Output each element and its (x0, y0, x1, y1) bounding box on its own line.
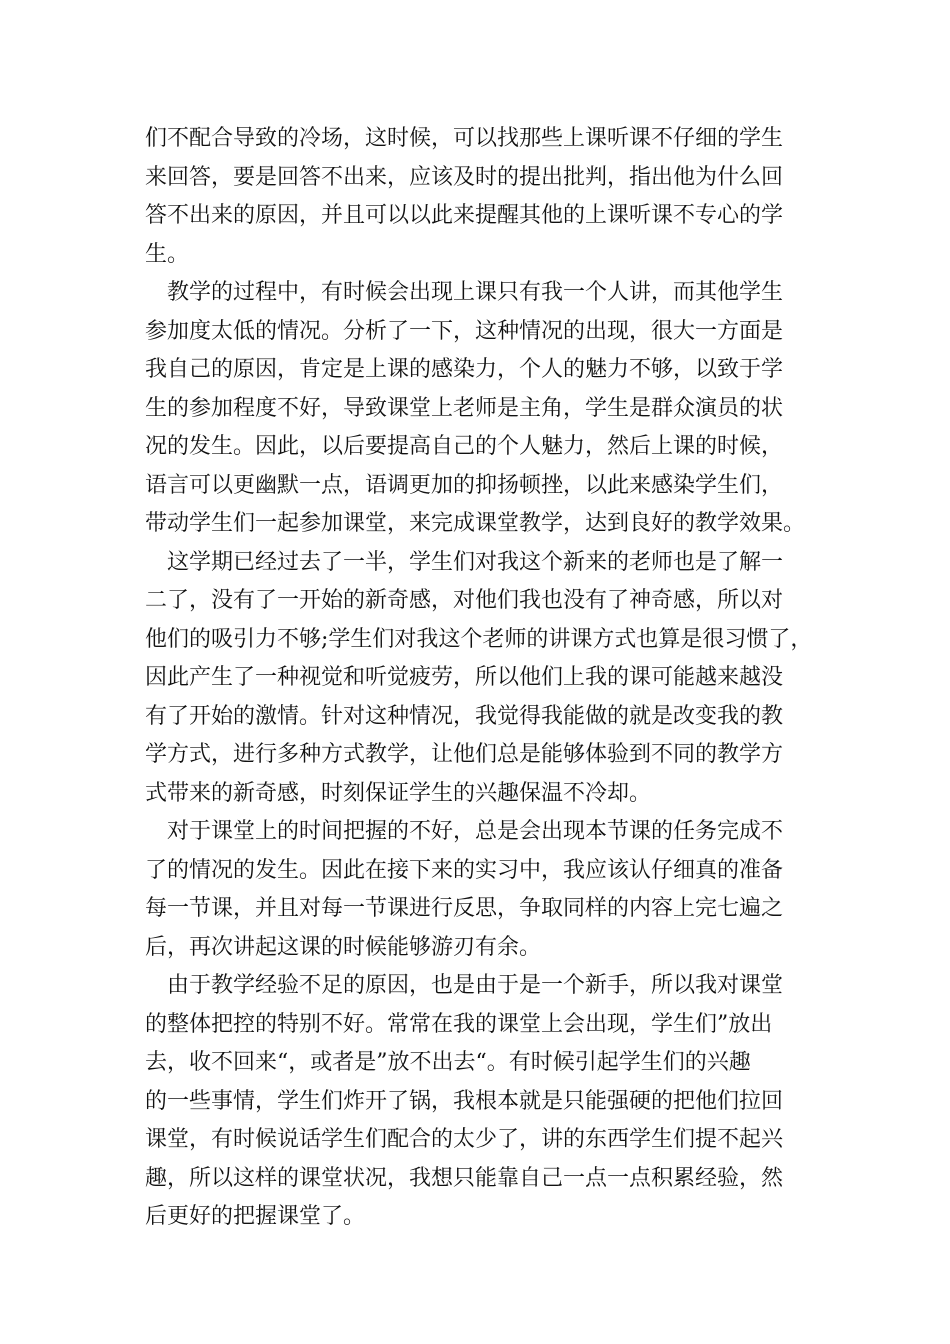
text-line: 课堂，有时候说话学生们配合的太少了，讲的东西学生们提不起兴 (145, 1127, 784, 1152)
text-line: 这学期已经过去了一半，学生们对我这个新来的老师也是了解一 (167, 549, 784, 575)
text-line: 去，收不回来“，或者是”放不出去“。有时候引起学生们的兴趣 (145, 1050, 751, 1075)
text-line: 二了，没有了一开始的新奇感，对他们我也没有了神奇感，所以对 (145, 588, 784, 613)
text-line: 后更好的把握课堂了。 (145, 1204, 366, 1229)
text-line: 学方式，进行多种方式教学，让他们总是能够体验到不同的教学方 (145, 742, 784, 767)
text-line: 式带来的新奇感，时刻保证学生的兴趣保温不冷却。 (145, 780, 652, 806)
text-line: 我自己的原因，肯定是上课的感染力，个人的魅力不够，以致于学 (145, 357, 784, 382)
text-line: 语言可以更幽默一点，语调更加的抑扬顿挫，以此来感染学生们， (145, 472, 784, 498)
text-line: 况的发生。因此，以后要提高自己的个人魅力，然后上课的时候， (145, 434, 784, 459)
text-line: 有了开始的激情。针对这种情况，我觉得我能做的就是改变我的教 (145, 703, 784, 729)
text-line: 由于教学经验不足的原因，也是由于是一个新手，所以我对课堂 (167, 973, 784, 998)
text-line: 生的参加程度不好，导致课堂上老师是主角，学生是群众演员的状 (145, 395, 784, 421)
text-line: 每一节课，并且对每一节课进行反思，争取同样的内容上完七遍之 (145, 896, 784, 921)
text-line: 后，再次讲起这课的时候能够游刃有余。 (145, 934, 542, 960)
paragraph-3 (145, 544, 825, 814)
text-line: 了的情况的发生。因此在接下来的实习中，我应该认仔细真的准备 (145, 857, 784, 883)
text-line: 他们的吸引力不够;学生们对我这个老师的讲课方式也算是很习惯了， (145, 626, 813, 652)
text-line: 对于课堂上的时间把握的不好，总是会出现本节课的任务完成不 (167, 819, 784, 844)
text-line: 教学的过程中，有时候会出现上课只有我一个人讲，而其他学生 (167, 280, 784, 305)
text-line: 趣，所以这样的课堂状况，我想只能靠自己一点一点积累经验，然 (145, 1165, 784, 1191)
paragraph-1 (145, 120, 825, 274)
text-line: 生。 (145, 241, 190, 267)
text-line: 参加度太低的情况。分析了一下，这种情况的出现，很大一方面是 (145, 318, 784, 344)
document-body (145, 120, 825, 1237)
text-line: 因此产生了一种视觉和听觉疲劳，所以他们上我的课可能越来越没 (145, 665, 784, 690)
text-line: 的一些事情，学生们炸开了锅，我根本就是只能强硬的把他们拉回 (145, 1088, 784, 1114)
text-line: 带动学生们一起参加课堂，来完成课堂教学，达到良好的教学效果。 (145, 511, 806, 536)
text-line: 们不配合导致的冷场，这时候，可以找那些上课听课不仔细的学生 (145, 126, 784, 151)
text-line: 答不出来的原因，并且可以以此来提醒其他的上课听课不专心的学 (145, 203, 784, 228)
paragraph-5 (145, 967, 825, 1237)
paragraph-4 (145, 813, 825, 967)
paragraph-2 (145, 274, 825, 544)
text-line: 的整体把控的特别不好。常常在我的课堂上会出现，学生们”放出 (145, 1011, 773, 1037)
text-line: 来回答，要是回答不出来，应该及时的提出批判，指出他为什么回 (145, 164, 784, 190)
